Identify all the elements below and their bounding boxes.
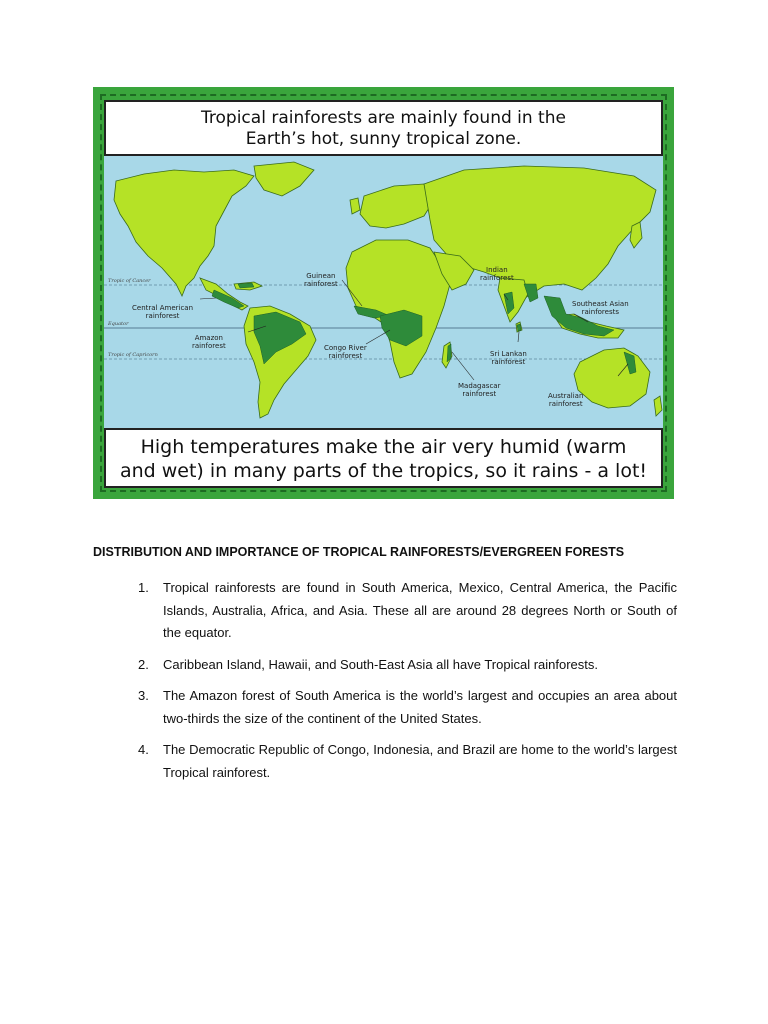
bottom-caption-line-2: and wet) in many parts of the tropics, so it rains - a lot! <box>119 460 648 482</box>
bottom-caption-line-1: High temperatures make the air very humid (warm <box>140 436 627 458</box>
world-map-graphic <box>104 156 663 428</box>
label-australian-rainforest: Australian rainforest <box>548 392 584 408</box>
list-item-text: The Democratic Republic of Congo, Indonesia, and Brazil are home to the world’s largest Tropical rainforest. <box>163 742 677 780</box>
tropic-of-cancer-label: Tropic of Cancer <box>108 278 151 284</box>
uk <box>350 198 360 214</box>
greenland <box>254 162 314 196</box>
bottom-caption <box>104 428 663 488</box>
label-amazon-rainforest: Amazon rainforest <box>192 334 226 350</box>
top-caption-line-1: Tropical rainforests are mainly found in the <box>201 108 566 128</box>
label-central-american-rainforest: Central American rainforest <box>132 304 194 320</box>
section-heading: DISTRIBUTION AND IMPORTANCE OF TROPICAL RAINFORESTS/EVERGREEN FORESTS <box>93 545 625 559</box>
top-caption-line-2: Earth’s hot, sunny tropical zone. <box>245 129 522 149</box>
list-item-number: 2. <box>138 656 149 672</box>
label-guinean-rainforest: Guinean rainforest <box>304 272 338 288</box>
japan <box>630 222 642 248</box>
list-item-text: The Amazon forest of South America is the world’s largest and occupies an area about two-thirds the size of the continent of the United States. <box>163 688 677 726</box>
rainforest-map-poster <box>93 87 674 499</box>
list-item-text: Tropical rainforests are found in South America, Mexico, Central America, the Pacific Islands, Australia, Africa, and Asia. These all are around 28 degrees North or South of the equator. <box>163 580 677 640</box>
list-item <box>132 685 677 730</box>
list-item <box>132 654 677 677</box>
top-caption <box>104 100 663 156</box>
list-item-number: 1. <box>138 580 149 595</box>
world-map <box>104 156 663 428</box>
central-america-rainforest <box>212 290 244 308</box>
list-item <box>132 577 677 645</box>
new-zealand <box>654 396 662 416</box>
list-item <box>132 739 677 784</box>
label-sri-lankan-rainforest: Sri Lankan rainforest <box>490 350 527 366</box>
australia <box>574 348 650 408</box>
label-congo-river-rainforest: Congo River rainforest <box>324 344 367 360</box>
label-madagascar-rainforest: Madagascar rainforest <box>458 382 501 398</box>
sri-lanka-rainforest <box>517 324 521 331</box>
continents <box>114 162 662 418</box>
equator-label: Equator <box>108 321 129 327</box>
europe <box>360 184 434 228</box>
label-indian-rainforest: Indian rainforest <box>480 266 514 282</box>
list-item-number: 3. <box>138 688 149 703</box>
list-item-number: 4. <box>138 742 149 757</box>
caribbean-rainforest <box>238 283 254 288</box>
label-southeast-asian-rainforests: Southeast Asian rainforests <box>572 300 629 316</box>
tropic-of-capricorn-label: Tropic of Capricorn <box>108 352 158 358</box>
list-item-text: Caribbean Island, Hawaii, and South-East Asia all have Tropical rainforests. <box>163 656 599 672</box>
numbered-list <box>132 577 677 793</box>
